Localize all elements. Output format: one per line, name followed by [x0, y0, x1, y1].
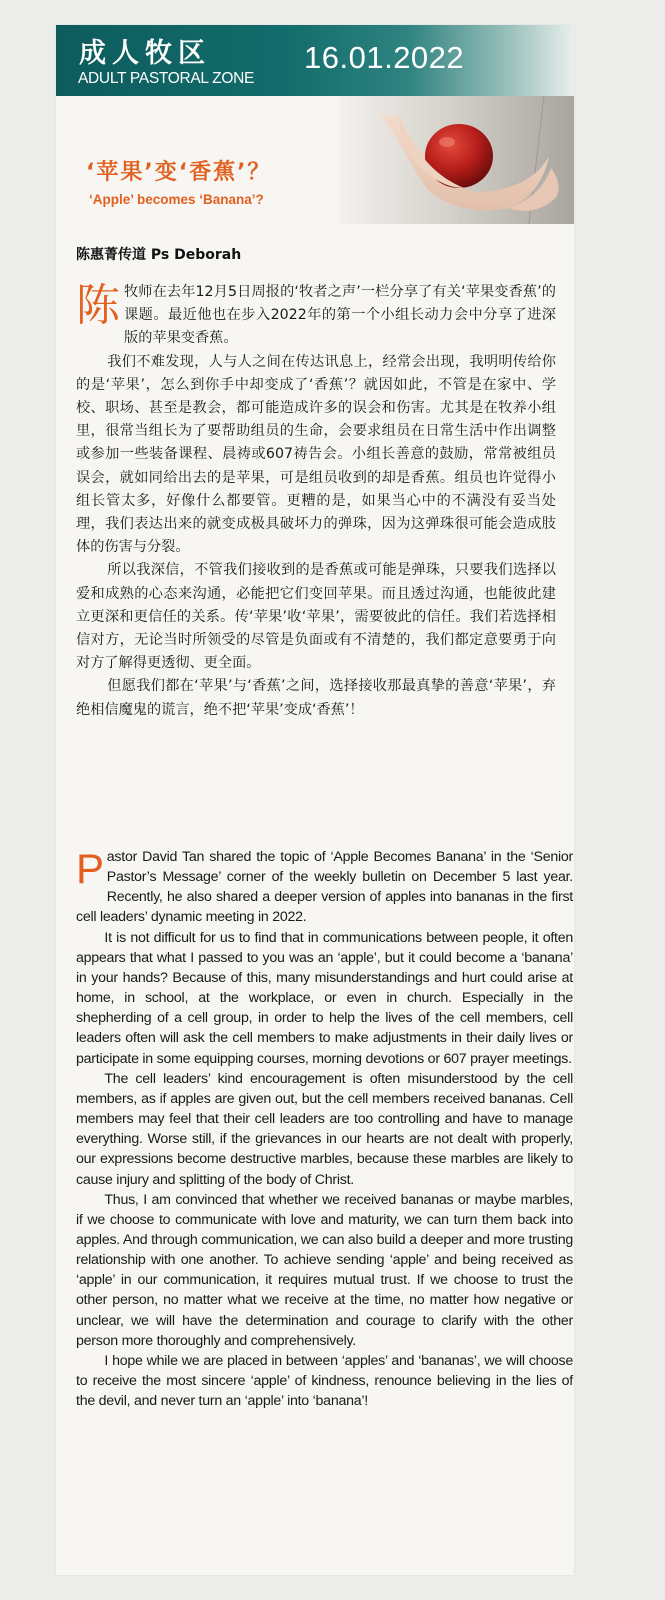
article-body-chinese [76, 281, 556, 722]
paragraph: It is not difficult for us to find that in communications between people, it often appears that what I passed to you was an ‘apple’, but it could become a ‘banana’ in your hands? Because of this, many misunderstandings and hurt could arise at home, in school, at the workplace, or even in church. Especially in the shepherding of a cell group, in order to help the lives of the cell members, cell leaders often will ask the cell members to make adjustments in their daily lives or participate in some equipping courses, morning devotions or 607 prayer meetings. [76, 929, 573, 1067]
zone-title-chinese: 成人牧区 [79, 38, 211, 69]
article-title-chinese: ‘苹果’变‘香蕉’？ [86, 160, 272, 185]
article-body-english [76, 847, 573, 1411]
paragraph: I hope while we are placed in between ‘apples’ and ‘bananas’, we will choose to receive the most sincere ‘apple’ of kindness, renounce believing in the lies of the devil, and never turn an ‘apple’ into ‘banana’! [76, 1352, 573, 1410]
paragraph [76, 281, 556, 351]
drop-cap: P [76, 845, 104, 892]
article-title-english: ‘Apple’ becomes ‘Banana’? [89, 192, 264, 207]
paragraph: The cell leaders’ kind encouragement is often misunderstood by the cell members, as if apples are given out, but the cell members received bananas. Cell members may feel that their cell leaders are too controlling and have to manage everything. Worse still, if the grievances in our hearts are not dealt with properly, our expressions become destructive marbles, because these marbles are likely to cause injury and splitting of the body of Christ. [76, 1070, 573, 1188]
apple-in-hands-illustration [339, 96, 574, 224]
apple-in-hands-photo [339, 96, 574, 224]
author-byline: 陈惠菁传道 Ps Deborah [76, 247, 242, 263]
paragraph: Thus, I am convinced that whether we received bananas or maybe marbles, if we choose to communicate with love and maturity, we can turn them back into apples. And through communication, we can also build a deeper and more trusting relationship with one another. To achieve sending ‘apple’ and being received as ‘apple’ in our communication, it requires mutual trust. If we choose to trust the other person, no matter what we receive at the time, no matter how negative or unclear, we will have the determination and courage to clarify with the other person more thoroughly and comprehensively. [76, 1191, 573, 1349]
paragraph-text: 牧师在去年12月5日周报的‘牧者之声’一栏分享了有关‘苹果变香蕉’的课题。最近他也在步入2022年的第一个小组长动力会中分享了进深版的苹果变香蕉。 [124, 284, 556, 347]
paragraph-text: astor David Tan shared the topic of ‘Apple Becomes Banana’ in the ‘Senior Pastor’s Message’ corner of the weekly bulletin on December 5 last year. Recently, he also shared a deeper version of apples into bananas in the first cell leaders’ dynamic meeting in 2022. [76, 849, 573, 926]
drop-cap: 陈 [76, 280, 120, 331]
paragraph: 我们不难发现，人与人之间在传达讯息上，经常会出现，我明明传给你的是‘苹果’，怎么到你手中却变成了‘香蕉’？就因如此，不管是在家中、学校、职场、甚至是教会，都可能造成许多的误会和伤害。尤其是在牧养小组里，很常当组长为了要帮助组员的生命，会要求组员在日常生活中作出调整或参加一些装备课程、晨祷或607祷告会。小组长善意的鼓励，常常被组员误会，就如同给出去的是苹果，可是组员收到的却是香蕉。组员也许觉得小组长管太多，好像什么都要管。更糟的是，如果当心中的不满没有妥当处理，我们表达出来的就变成极具破坏力的弹珠，因为这弹珠很可能会造成肢体的伤害与分裂。 [76, 353, 556, 556]
paragraph: 所以我深信，不管我们接收到的是香蕉或可能是弹珠，只要我们选择以爱和成熟的心态来沟通，必能把它们变回苹果。而且透过沟通，也能彼此建立更深和更信任的关系。传‘苹果’收‘苹果’，需要彼此的信任。我们若选择相信对方，无论当时所领受的尽管是负面或有不清楚的，我们都定意要勇于向对方了解得更透彻、更全面。 [76, 562, 556, 672]
header-banner [56, 25, 574, 96]
issue-date: 16.01.2022 [304, 40, 465, 75]
paragraph: 但愿我们都在‘苹果’与‘香蕉’之间，选择接收那最真挚的善意‘苹果’，弃绝相信魔鬼的谎言，绝不把‘苹果’变成‘香蕉’！ [76, 678, 556, 718]
paragraph [76, 847, 573, 928]
bulletin-page [56, 25, 574, 1575]
zone-title-english: ADULT PASTORAL ZONE [78, 70, 255, 87]
